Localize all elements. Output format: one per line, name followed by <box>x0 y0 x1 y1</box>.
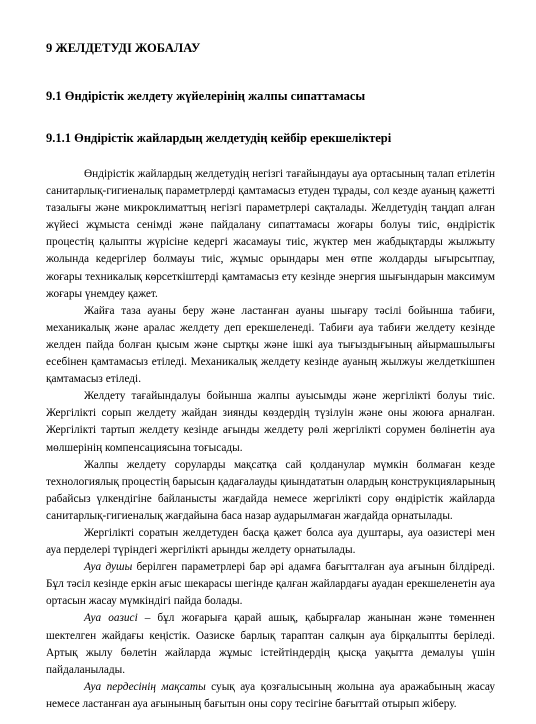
term-air-shower: Ауа душы <box>84 561 133 574</box>
paragraph: Жалпы желдету соруларды мақсатқа сай қолданулар мүмкін болмаған кезде технологиялық процестің барысын қадағалауды қиындататын олардың конструкцияларының рабайсыз үлкендігіне байланысты жағдайда немесе жергілікті сору өндірістік жайларда санитарлық-гигиеналық жағдайына баса назар аударылмаған жағдайда орнатылады. <box>46 458 495 522</box>
chapter-heading: 9 ЖЕЛДЕТУДІ ЖОБАЛАУ <box>46 41 201 55</box>
body-text <box>46 166 495 713</box>
paragraph: Жайға таза ауаны беру және ластанған ауаны шығару тәсілі бойынша табиғи, механикалық және аралас желдету деп ерекшеленеді. Табиғи ауа табиғи желдету кезінде желден пайда болған қысым және сыртқы және ішкі ауа тығыздығының айырмашылығы есебінен қамтамасыз етіледі. Механикалық желдету кезінде ауаның жылжуы желдеткішпен қамтамасыз етіледі. <box>46 304 495 386</box>
paragraph: Ауа пердесінің мақсаты суық ауа қозғалысының жолына ауа аражабының жасау немесе ластанған ауа ағынының бағытын оны сору тесігіне бағыттай отырып жіберу. <box>46 680 495 710</box>
subsection-heading: 9.1.1 Өндірістік жайлардың желдетудің кейбір ерекшеліктері <box>46 131 392 145</box>
section-heading: 9.1 Өндірістік желдету жүйелерінің жалпы сипаттамасы <box>46 89 366 103</box>
paragraph: Өндірістік жайлардың желдетудің негізгі тағайындауы ауа ортасының талап етілетін санитарлық-гигиеналық параметрлерді қамтамасыз етуден тұрады, сол кезде ауаның қажетті тазалығы және микроклиматтың негізгі параметрлері сақталады. Желдетудің таңдап алған жүйесі жұмыста сенімді және пайдалану сипаттамасы жоғары болуы тиіс, өндірістік процестің қалыпты жүрісіне кедергі жасамауы тиіс, жүктер мен жабдықтарды жылжыту жолында кедергілер болмауы тиіс, жұмыс орындары мен өтпе жолдарды ығырсытпау, жоғары техникалық көрсеткіштерді қамтамасыз ету кезінде энергия шығындарын максимум жоғары үнемдеу қажет. <box>46 168 495 300</box>
paragraph: Желдету тағайындалуы бойынша жалпы ауысымды және жергілікті болуы тиіс. Жергілікті сорып желдету жайдан зиянды көздердің түзілуін және оны жоюға арналған. Жергілікті тартып желдету кезінде ағынды желдету рөлі жергілікті сорумен бөлінетін ауа мөлшерінің компенсациясына тоғысады. <box>46 390 495 454</box>
term-air-oasis: Ауа оазисі <box>84 612 138 625</box>
paragraph: Ауа оазисі – бұл жоғарыға қарай ашық, қабырғалар жанынан және төменнен шектелген жайдағы кеңістік. Оазиске барлық тараптан салқын ауа бірқалыпты беріледі. Артық жылу бөлетін жайларда жұмыс істейтіндердің қысқа уақытта демалуы үшін пайдаланылады. <box>46 612 495 676</box>
paragraph: Ауа душы берілген параметрлері бар әрі адамға бағытталған ауа ағынын білдіреді. Бұл тәсіл кезінде еркін ағыс шекарасы шегінде қалған жайлардағы ауадан ерекшеленетін ауа ортасын жасау мүмкіндігі пайда болады. <box>46 561 495 608</box>
term-air-curtain: Ауа пердесінің мақсаты <box>84 680 206 693</box>
paragraph: Жергілікті соратын желдетуден басқа қажет болса ауа душтары, ауа оазистері мен ауа перделері түріндегі жергілікті арынды желдету орнатылады. <box>46 526 495 557</box>
